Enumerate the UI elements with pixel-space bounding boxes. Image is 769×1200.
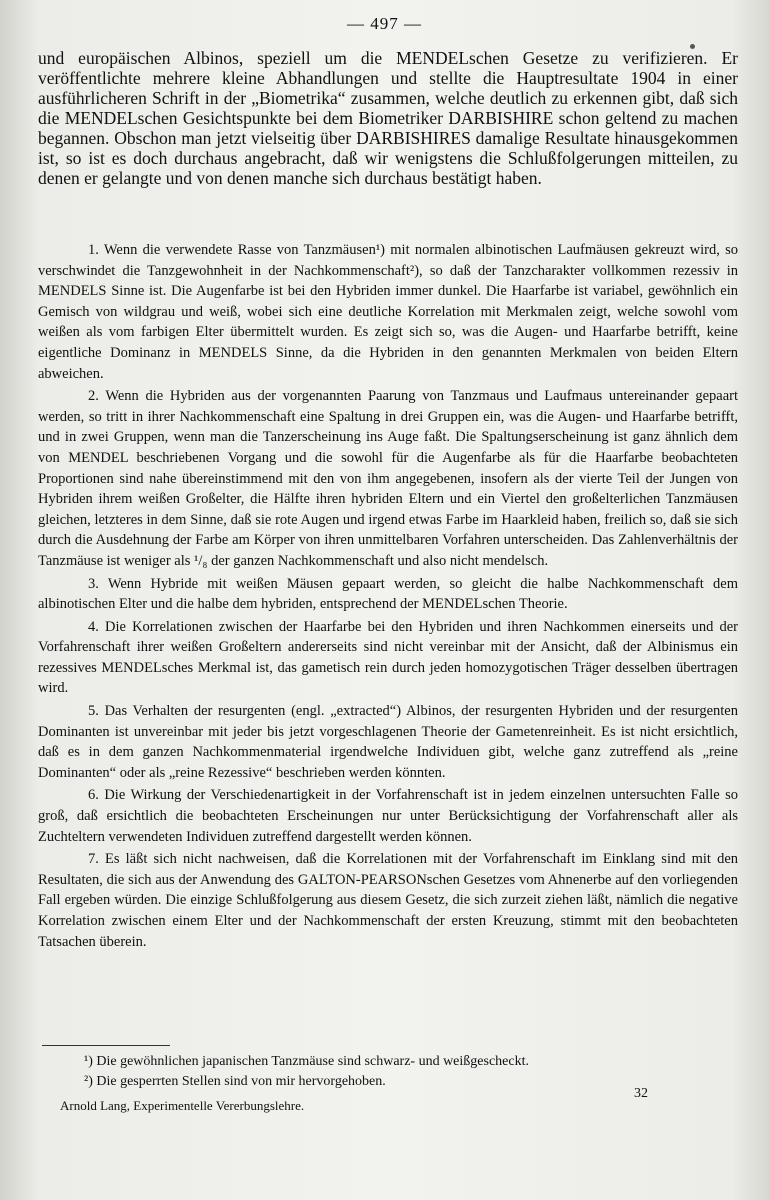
list-item: 5. Das Verhalten der resurgenten (engl. „extracted“) Albinos, der resurgenten Hybriden und der resurgenten Dominanten ist unvereinbar mit jeder bis jetzt vorgeschlagenen Theorie der Gametenreinheit. Es ist nicht ersichtlich, daß es in dem ganzen Nachkommenmaterial irgendwelche Individuen gibt, welche ganz zutreffend als „reine Dominanten“ oder als „reine Rezessive“ beschrieben werden könnten. — [38, 703, 738, 781]
footnote: ¹) Die gewöhnlichen japanischen Tanzmäuse sind schwarz- und weißgescheckt. — [84, 1054, 529, 1069]
list-item: 1. Wenn die verwendete Rasse von Tanzmäusen¹) mit normalen albinotischen Laufmäusen gekreuzt wird, so verschwindet die Tanzgewohnheit in der Nachkommenschaft²), so daß der Tanzcharakter vollkommen rezessiv in MENDELS Sinne ist. Die Augenfarbe ist bei den Hybriden immer dunkel. Die Haarfarbe ist variabel, gewöhnlich ein Gemisch von wildgrau und weiß, wobei sich eine deutliche Korrelation mit Merkmalen zeigt, welche sowohl vom weißen als vom farbigen Elter übermittelt wurden. Es zeigt sich so, was die Augen- und Haarfarbe betrifft, keine eigentliche Dominanz in MENDELS Sinne, da die Hybriden in den genannten Merkmalen von beiden Eltern abweichen. — [38, 242, 738, 382]
footnotes — [84, 1052, 724, 1092]
intro-paragraph — [38, 48, 738, 188]
list-item: 2. Wenn die Hybriden aus der vorgenannten Paarung von Tanzmaus und Laufmaus untereinander gepaart werden, so tritt in ihrer Nachkommenschaft eine Spaltung in drei Gruppen ein, was die Augen- und Haarfarbe betrifft, und in zwei Gruppen, wenn man die Tanzerscheinung ins Auge faßt. Die Spaltungserscheinung ist ganz ähnlich dem von MENDEL beschriebenen Vorgang und die sowohl für die Augenfarbe als für die Haarfarbe beobachteten Proportionen sind nahe übereinstimmend mit den von ihm angegebenen, insofern als der vierte Teil der Jungen von Hybriden ihrem weißen Großelter, die Hälfte ihren hybriden Eltern und ein Viertel den großelterlichen Tanzmäusen gleichen, letzteres in dem Sinne, daß sie rote Augen und irgend etwas Farbe im Haarkleid haben, freilich so, daß sie sich durch die Ausdehnung der Farbe am Körper von ihren unmittelbaren Vorfahren unterscheiden. Das Zahlenverhältnis der Tanzmäuse ist weniger als ¹/₈ der ganzen Nachkommenschaft und also nicht mendelsch. — [38, 388, 738, 569]
sheet-number: 32 — [634, 1086, 648, 1101]
list-item: 4. Die Korrelationen zwischen der Haarfarbe bei den Hybriden und ihren Nachkommen einerseits und der Vorfahrenschaft ihrer weißen Großeltern andererseits sind nicht vereinbar mit der Ansicht, daß der Albinismus ein rezessives MENDELsches Merkmal ist, das gametisch rein durch jeden homozygotischen Träger desselben übertragen wird. — [38, 618, 738, 697]
intro-text: und europäischen Albinos, speziell um die MENDELschen Gesetze zu verifizieren. Er veröffentlichte mehrere kleine Abhandlungen und stellte die Hauptresultate 1904 in einer ausführlicheren Schrift in der „Biometrika“ zusammen, welche deutlich zu erkennen gibt, daß sich die MENDELschen Gesichtspunkte bei dem Biometriker DARBISHIRE schon geltend zu machen begannen. Obschon man jetzt vielseitig über DARBISHIRES damalige Resultate hinausgekommen ist, so ist es doch durchaus angebracht, daß wir wenigstens die Schlußfolgerungen mitteilen, zu denen er gelangte und von denen manche sich durchaus bestätigt haben. — [38, 48, 738, 188]
footnote-divider — [42, 1045, 170, 1046]
footnote: ²) Die gesperrten Stellen sind von mir hervorgehoben. — [84, 1074, 386, 1089]
conclusions-list — [38, 240, 738, 954]
signature-line: Arnold Lang, Experimentelle Vererbungslehre. — [60, 1098, 305, 1113]
list-item: 3. Wenn Hybride mit weißen Mäusen gepaart werden, so gleicht die halbe Nachkommenschaft dem albinotischen Elter und die halbe dem hybriden, entsprechend der MENDELschen Theorie. — [38, 575, 738, 613]
page-number: — 497 — — [347, 14, 422, 33]
list-item: 6. Die Wirkung der Verschiedenartigkeit in der Vorfahrenschaft ist in jedem einzelnen untersuchten Falle so groß, daß ersichtlich die beobachteten Erscheinungen nur unter Berücksichtigung der Vorfahrenschaft aller als Zuchteltern verwendeten Individuen zutreffend dargestellt werden können. — [38, 787, 738, 845]
list-item: 7. Es läßt sich nicht nachweisen, daß die Korrelationen mit der Vorfahrenschaft im Einklang sind mit den Resultaten, die sich aus der Anwendung des GALTON-PEARSONschen Gesetzes vom Ahnenerbe auf den vorliegenden Fall ergeben würden. Die einzige Schlußfolgerung aus diesem Gesetz, die sich zurzeit ziehen läßt, nämlich die negative Korrelation zwischen einem Elter und der Nachkommenschaft der ersten Kreuzung, stimmt mit den beobachteten Tatsachen überein. — [38, 851, 738, 950]
